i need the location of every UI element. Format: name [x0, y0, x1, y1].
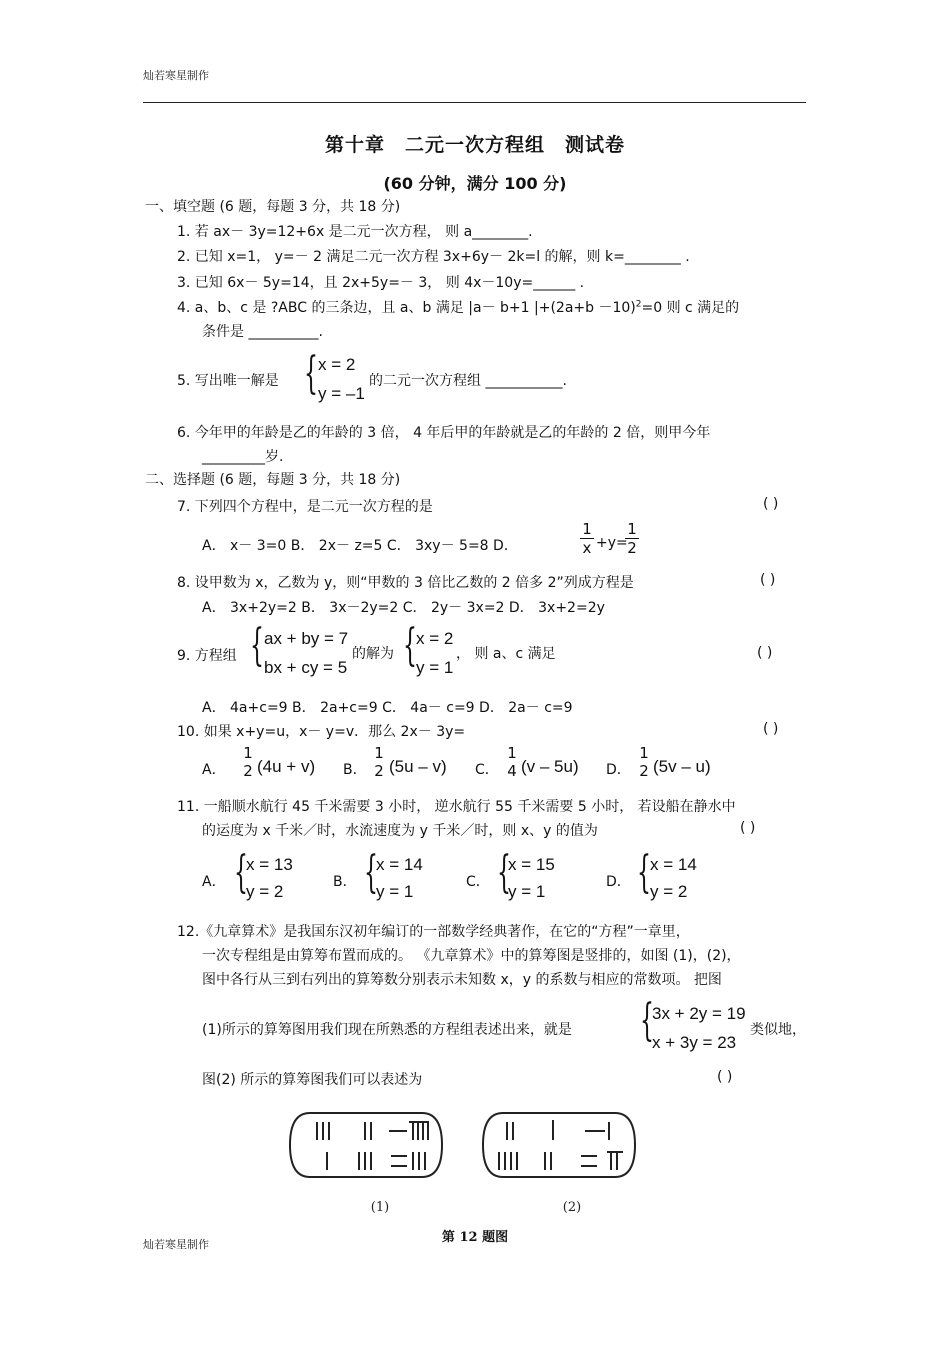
q10-option-d-expr: (5v – u): [653, 757, 711, 776]
question-4-text-end: =0 则 c 满足的: [641, 300, 740, 316]
q7d-mid: +y=: [596, 535, 628, 551]
denominator: 2: [639, 762, 649, 780]
q11-option-a-label: A．: [202, 874, 226, 890]
question-10: 10. 如果 x+y=u，x－ y=v．那么 2x－ 3y=: [177, 724, 466, 740]
question-9-mid: 的解为: [352, 646, 394, 662]
numerator: 1: [582, 520, 592, 538]
answer-paren: ( ): [763, 496, 779, 512]
q5-equation-2: y = –1: [318, 384, 365, 403]
question-4-text: 4. a、b、c 是 ?ABC 的三条边，且 a、b 满足 |a－ b+1 |+(2a+b －10): [177, 300, 636, 316]
q11-option-d-eq2: y = 2: [650, 882, 688, 901]
question-4-exponent: 2: [635, 299, 642, 310]
question-5-text: 的二元一次方程组 ___________.: [369, 373, 567, 389]
left-brace: {: [640, 995, 654, 1046]
left-brace: {: [250, 620, 264, 671]
denominator: 2: [625, 538, 639, 557]
q11-option-a-eq2: y = 2: [246, 882, 284, 901]
q11-option-a-eq1: x = 13: [246, 855, 293, 874]
header-text: 灿若寒星制作: [143, 69, 209, 82]
answer-paren: ( ): [760, 572, 776, 588]
q11-option-c-eq2: y = 1: [508, 882, 546, 901]
answer-paren: ( ): [763, 721, 779, 737]
question-8: 8. 设甲数为 x，乙数为 y，则“甲数的 3 倍比乙数的 2 倍多 2”列成方程是: [177, 575, 634, 591]
q10-option-d-fraction: [638, 744, 650, 780]
q12-equation-1: 3x + 2y = 19: [652, 1004, 746, 1023]
question-7: 7. 下列四个方程中，是二元一次方程的是: [177, 499, 433, 515]
q10-option-b-expr: (5u – v): [389, 757, 447, 776]
denominator: 2: [374, 762, 384, 780]
numerator: 1: [243, 744, 253, 762]
left-brace: {: [637, 847, 651, 898]
answer-paren: ( ): [740, 820, 756, 836]
q10-option-d-label: D．: [606, 762, 631, 778]
q9-equation-1: ax + by = 7: [264, 629, 349, 648]
question-12-line4: (1)所示的算筹图用我们现在所熟悉的方程组表述出来，就是: [202, 1022, 572, 1038]
left-brace: {: [234, 847, 248, 898]
question-2: 2. 已知 x=1， y=－ 2 满足二元一次方程 3x+6y－ 2k=l 的解，则 k=________ .: [177, 249, 690, 265]
q10-option-c-fraction: [506, 744, 518, 780]
footer-text: 灿若寒星制作: [143, 1238, 209, 1251]
numerator: 1: [627, 520, 637, 538]
question-7-options: A． x－ 3=0 B． 2x－ z=5 C． 3xy－ 5=8 D．: [202, 538, 518, 554]
left-brace: {: [497, 847, 511, 898]
left-brace: {: [364, 847, 378, 898]
question-9-options: A． 4a+c=9 B． 2a+c=9 C． 4a－ c=9 D． 2a－ c=9: [202, 700, 573, 716]
answer-paren: ( ): [717, 1069, 733, 1085]
numerator: 1: [374, 744, 384, 762]
q11-option-c-label: C．: [466, 874, 490, 890]
question-6: 6. 今年甲的年龄是乙的年龄的 3 倍， 4 年后甲的年龄就是乙的年龄的 2 倍，则甲今年: [177, 425, 711, 441]
question-12-line5: 图(2) 所示的算筹图我们可以表述为: [202, 1072, 423, 1088]
question-5-label: 5. 写出唯一解是: [177, 373, 279, 389]
page-title: 第十章 二元一次方程组 测试卷: [324, 134, 625, 156]
q11-option-d-eq1: x = 14: [650, 855, 697, 874]
q7d-fraction-1: [580, 520, 594, 557]
q11-option-c-eq1: x = 15: [508, 855, 555, 874]
question-9-text: ， 则 a、c 满足: [456, 646, 556, 662]
question-3: 3. 已知 6x－ 5y=14，且 2x+5y=－ 3， 则 4x－10y=______ .: [177, 275, 585, 291]
q9-solution-2: y = 1: [416, 658, 454, 677]
left-brace: {: [403, 620, 417, 671]
q10-option-b-fraction: [373, 744, 385, 780]
question-12: 12.《九章算术》是我国东汉初年编订的一部数学经典著作，在它的“方程”一章里，: [177, 924, 690, 940]
q7d-fraction-2: [625, 520, 639, 557]
question-8-options: A． 3x+2y=2 B． 3x－2y=2 C． 2y－ 3x=2 D． 3x+2=2y: [202, 600, 605, 616]
figure-2-caption: (2): [562, 1200, 582, 1215]
q12-equation-2: x + 3y = 23: [652, 1033, 737, 1052]
question-4-line2: 条件是 __________.: [202, 324, 323, 340]
question-12-similarly: 类似地，: [750, 1022, 806, 1038]
q10-option-c-label: C．: [475, 762, 499, 778]
q9-equation-2: bx + cy = 5: [264, 658, 348, 677]
counting-rods-1: [317, 1122, 429, 1170]
q11-option-b-eq1: x = 14: [376, 855, 423, 874]
question-4: [177, 297, 739, 317]
denominator: 4: [507, 762, 517, 780]
answer-paren: ( ): [757, 645, 773, 661]
section-choice: 二、选择题 (6 题，每题 3 分，共 18 分): [145, 472, 401, 488]
q9-solution-1: x = 2: [416, 629, 454, 648]
figure-caption: 第 12 题图: [441, 1230, 509, 1245]
denominator: 2: [243, 762, 253, 780]
question-12-line3: 图中各行从三到右列出的算筹数分别表示未知数 x，y 的系数与相应的常数项。 把图: [202, 972, 722, 988]
section-fill-blank: 一、填空题 (6 题，每题 3 分，共 18 分): [145, 199, 401, 215]
q11-option-d-label: D．: [606, 874, 631, 890]
counting-rods-figure: [285, 1105, 655, 1230]
q10-option-b-label: B．: [343, 762, 367, 778]
q5-equation-1: x = 2: [318, 355, 356, 374]
figure-1-caption: (1): [370, 1200, 390, 1215]
question-1: 1. 若 ax－ 3y=12+6x 是二元一次方程， 则 a________.: [177, 224, 533, 240]
question-9-label: 9. 方程组: [177, 648, 237, 664]
q10-option-a-label: A．: [202, 762, 226, 778]
question-11-line2: 的运度为 x 千米／时，水流速度为 y 千米／时，则 x、y 的值为: [202, 823, 598, 839]
denominator: x: [580, 538, 594, 557]
q10-option-a-fraction: [242, 744, 254, 780]
question-11: 11. 一船顺水航行 45 千米需要 3 小时， 逆水航行 55 千米需要 5 小时， 若设船在静水中: [177, 799, 736, 815]
numerator: 1: [507, 744, 517, 762]
question-6-line2: _________岁.: [202, 449, 284, 465]
q11-option-b-eq2: y = 1: [376, 882, 414, 901]
q10-option-a-expr: (4u + v): [257, 757, 316, 776]
counting-rods-2: [499, 1120, 623, 1170]
numerator: 1: [639, 744, 649, 762]
page-subtitle: (60 分钟，满分 100 分): [383, 174, 567, 193]
left-brace: {: [304, 348, 318, 399]
q10-option-c-expr: (v – 5u): [521, 757, 579, 776]
question-12-line2: 一次专程组是由算筹布置而成的。 《九章算术》中的算筹图是竖排的，如图 (1)，(2)，: [202, 948, 741, 964]
header-rule: [143, 102, 806, 103]
q11-option-b-label: B．: [333, 874, 357, 890]
